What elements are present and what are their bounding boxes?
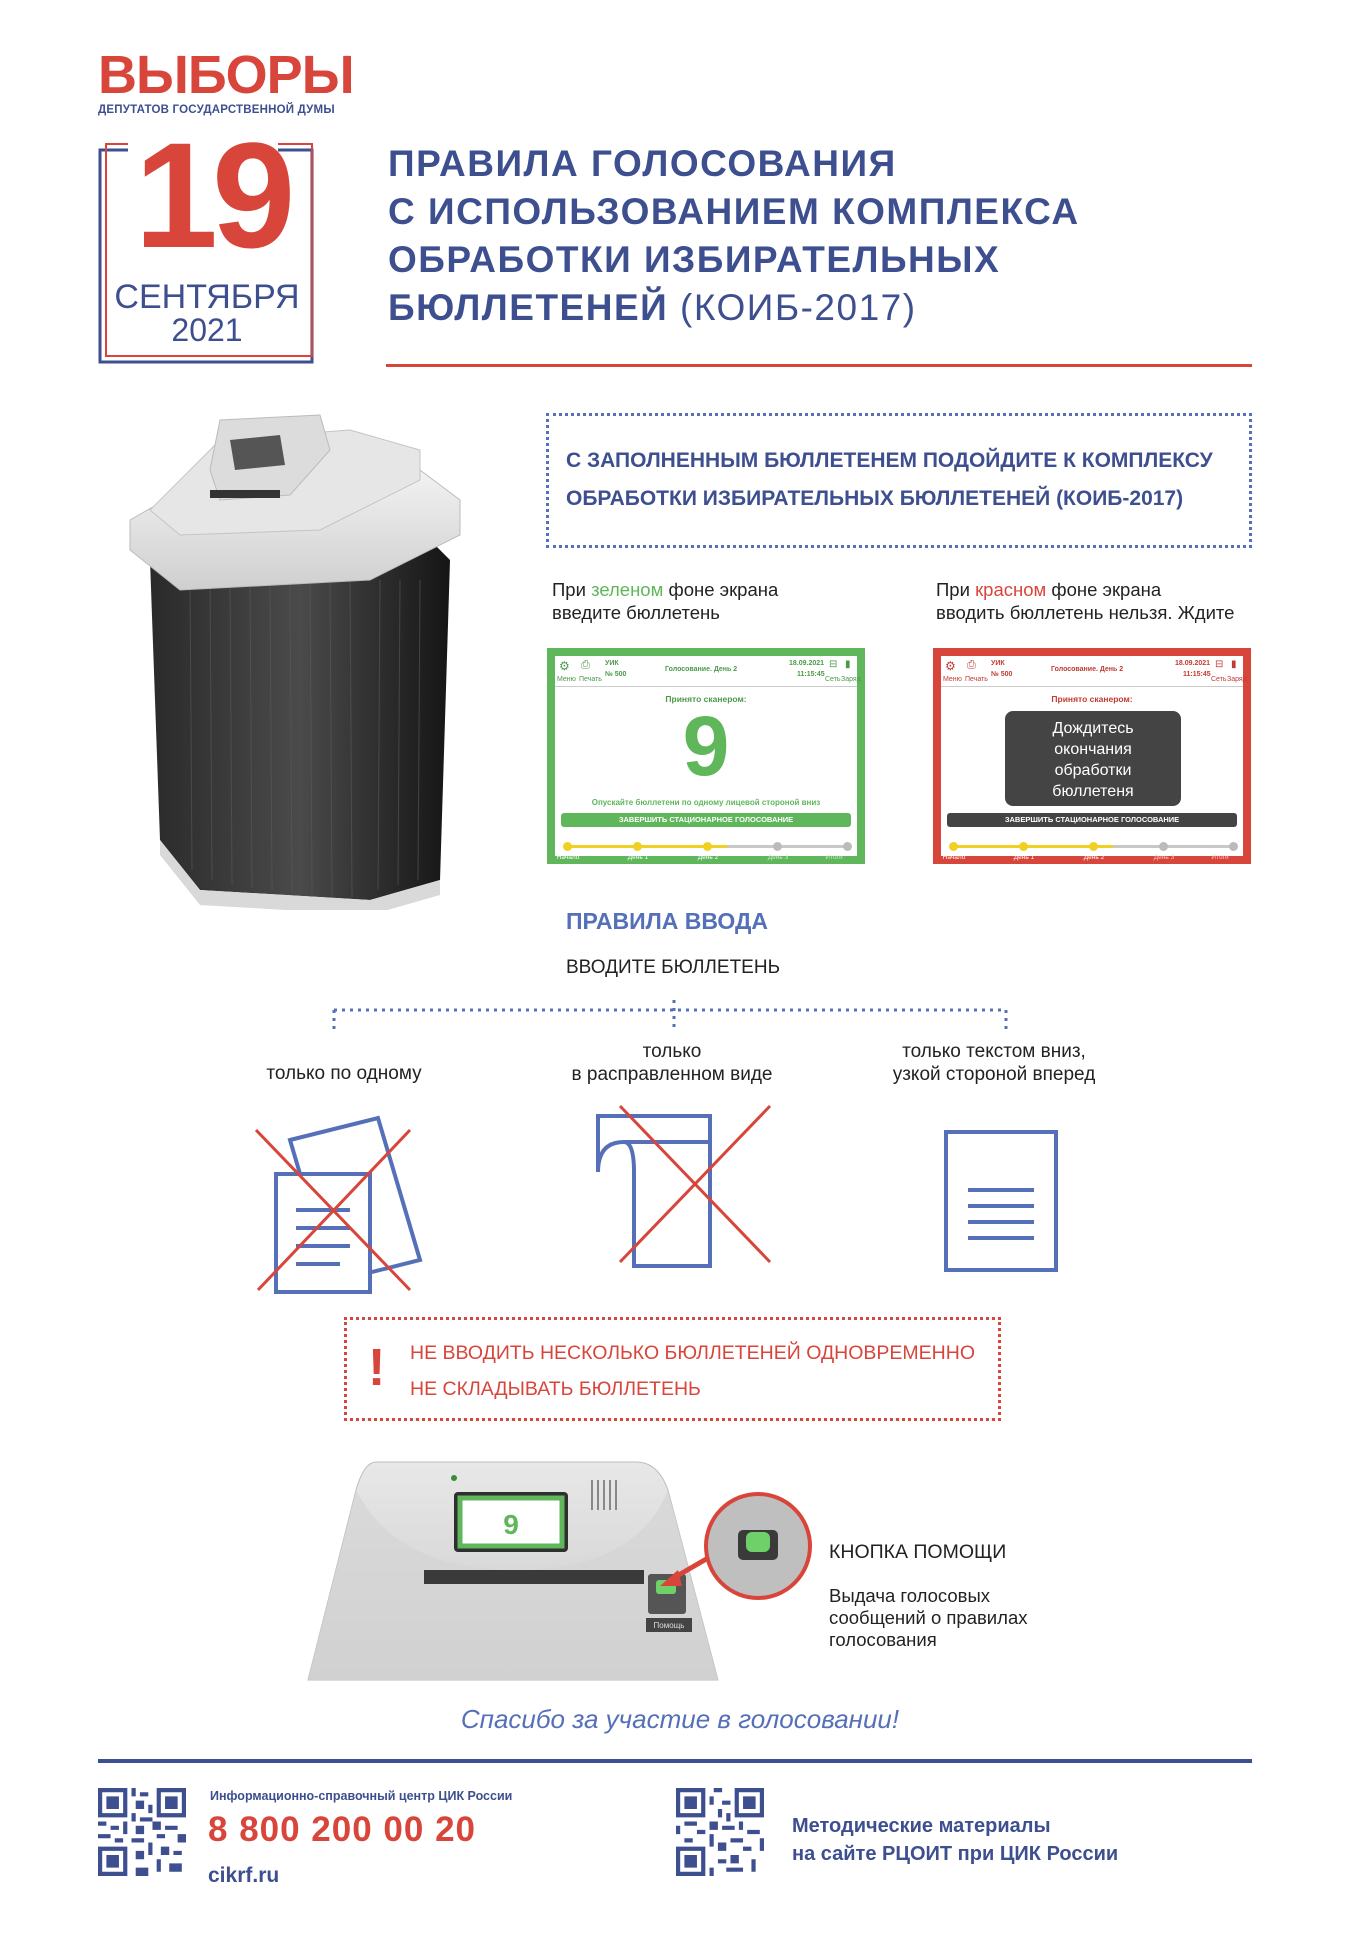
- step-label: День 1: [627, 854, 649, 861]
- warning-line: НЕ ВВОДИТЬ НЕСКОЛЬКО БЮЛЛЕТЕНЕЙ ОДНОВРЕМЕННО: [410, 1342, 975, 1364]
- step-dot: [1159, 842, 1168, 851]
- caption-green-word: зеленом: [591, 579, 664, 600]
- title-line: С ИСПОЛЬЗОВАНИЕМ КОМПЛЕКСА: [388, 191, 1080, 232]
- help-button-title: КНОПКА ПОМОЩИ: [829, 1541, 1007, 1563]
- mode-label: Голосование. День 2: [1051, 666, 1124, 673]
- charge-label: Заряд: [841, 676, 861, 683]
- date-day: 19: [134, 111, 290, 279]
- caption-text: введите бюллетень: [552, 602, 720, 623]
- wait-line: обработки: [1054, 762, 1132, 779]
- progress-track: [547, 834, 865, 864]
- date-month: СЕНТЯБРЯ: [114, 278, 300, 316]
- step-label: День 3: [1153, 854, 1175, 861]
- title-divider: [386, 364, 1252, 367]
- ballot-count: 9: [682, 699, 730, 793]
- correct-ballot-icon: [944, 1130, 1064, 1274]
- step-label: День 2: [1083, 854, 1105, 861]
- rule-line: в расправленном виде: [571, 1064, 773, 1085]
- accepted-label: Принято сканером:: [665, 694, 747, 704]
- rule-text-down: [844, 1040, 1144, 1086]
- green-screen-example: [547, 648, 865, 864]
- rule-unfolded: [522, 1040, 822, 1086]
- title-line: ОБРАБОТКИ ИЗБИРАТЕЛЬНЫХ: [388, 239, 1001, 280]
- battery-icon: ▮: [1231, 659, 1237, 670]
- instruction-text: [566, 442, 1246, 518]
- step-label: День 3: [767, 854, 789, 861]
- battery-icon: ▮: [845, 659, 851, 670]
- step-dot: [949, 842, 958, 851]
- caption-text: вводить бюллетень нельзя. Ждите: [936, 602, 1235, 623]
- title-suffix: (КОИБ-2017): [680, 287, 917, 328]
- rule-line: только текстом вниз,: [902, 1041, 1086, 1062]
- footer-info-center: Информационно-справочный центр ЦИК России: [210, 1789, 513, 1803]
- methodology-line: на сайте РЦОИТ при ЦИК России: [792, 1843, 1119, 1865]
- rules-connector: [330, 1000, 1020, 1040]
- koib-device-image: [120, 410, 470, 910]
- print-label: Печать: [965, 676, 988, 683]
- title-line: ПРАВИЛА ГОЛОСОВАНИЯ: [388, 143, 897, 184]
- rules-title: ПРАВИЛА ВВОДА: [566, 908, 768, 934]
- footer-divider: [98, 1759, 1252, 1763]
- help-button-zoom: [656, 1488, 812, 1608]
- footer-methodology-link[interactable]: [792, 1812, 1118, 1868]
- green-screen-caption: [552, 578, 778, 624]
- charge-label: Заряд: [1227, 676, 1247, 683]
- panel-screen-digit: 9: [503, 1509, 519, 1540]
- accepted-label: Принято сканером:: [1051, 694, 1133, 704]
- step-dot: [633, 842, 642, 851]
- uik-number: № 500: [605, 671, 627, 678]
- uik-label: УИК: [605, 660, 619, 667]
- caption-text: фоне экрана: [1046, 579, 1162, 600]
- rule-line: узкой стороной вперед: [892, 1064, 1096, 1085]
- step-dot: [773, 842, 782, 851]
- finish-voting-button[interactable]: ЗАВЕРШИТЬ СТАЦИОНАРНОЕ ГОЛОСОВАНИЕ: [561, 813, 851, 827]
- caption-red-word: красном: [975, 579, 1047, 600]
- instruction-line: С ЗАПОЛНЕННЫМ БЮЛЛЕТЕНЕМ ПОДОЙДИТЕ К КОМПЛЕКСУ: [566, 449, 1213, 472]
- red-screen-example: [933, 648, 1251, 864]
- menu-label: Меню: [943, 676, 962, 683]
- rules-subtitle: ВВОДИТЕ БЮЛЛЕТЕНЬ: [566, 957, 781, 978]
- print-label: Печать: [579, 676, 602, 683]
- red-screen-caption: [936, 578, 1234, 624]
- progress-track: [933, 834, 1251, 864]
- wait-line: бюллетеня: [1052, 783, 1134, 800]
- mode-label: Голосование. День 2: [665, 666, 738, 673]
- caption-text: При: [936, 579, 976, 600]
- wait-message: [1005, 711, 1181, 806]
- help-line: Выдача голосовых: [829, 1585, 991, 1606]
- menu-label: Меню: [557, 676, 576, 683]
- rule-line: только: [642, 1041, 702, 1062]
- step-label: День 2: [697, 854, 719, 861]
- wait-line: Дождитесь: [1052, 720, 1134, 737]
- thanks-message: Спасибо за участие в голосовании!: [460, 1704, 900, 1734]
- warning-line: НЕ СКЛАДЫВАТЬ БЮЛЛЕТЕНЬ: [410, 1378, 701, 1400]
- uik-label: УИК: [991, 660, 1005, 667]
- footer-site-link[interactable]: cikrf.ru: [208, 1864, 280, 1887]
- gear-icon: ⚙: [945, 659, 956, 673]
- help-line: голосования: [829, 1629, 937, 1650]
- net-label: Сеть: [825, 676, 841, 683]
- step-dot: [843, 842, 852, 851]
- multiple-ballots-forbidden-icon: [250, 1110, 430, 1300]
- wait-line: окончания: [1054, 741, 1132, 758]
- uik-number: № 500: [991, 671, 1013, 678]
- time-label: 11:15:45: [1183, 671, 1211, 678]
- date-year: 2021: [171, 312, 243, 348]
- caption-text: фоне экрана: [663, 579, 779, 600]
- logo-title: ВЫБОРЫ: [98, 45, 354, 105]
- title-line-4: БЮЛЛЕТЕНЕЙ: [388, 287, 669, 328]
- gear-icon: ⚙: [559, 659, 570, 673]
- printer-icon: ⎙: [967, 659, 976, 671]
- net-label: Сеть: [1211, 676, 1227, 683]
- hint-text: Опускайте бюллетени по одному лицевой стороной вниз: [591, 798, 821, 807]
- title-line: [388, 284, 1288, 332]
- panel-button-label: Помощь: [653, 1621, 685, 1630]
- instruction-line: ОБРАБОТКИ ИЗБИРАТЕЛЬНЫХ БЮЛЛЕТЕНЕЙ (КОИБ-2017): [566, 487, 1184, 510]
- help-line: сообщений о правилах: [829, 1607, 1028, 1628]
- caption-text: При: [552, 579, 592, 600]
- qr-code-icon: [98, 1788, 186, 1876]
- step-label: День 1: [1013, 854, 1035, 861]
- help-button-description: [829, 1585, 1027, 1651]
- logo-subtitle: ДЕПУТАТОВ ГОСУДАРСТВЕННОЙ ДУМЫ: [98, 104, 335, 116]
- footer-phone[interactable]: 8 800 200 00 20: [208, 1810, 477, 1849]
- page-title: [388, 140, 1288, 332]
- date-label: 18.09.2021: [1175, 660, 1211, 667]
- step-dot: [1229, 842, 1238, 851]
- methodology-line: Методические материалы: [792, 1815, 1051, 1837]
- step-label: Итоги: [1211, 854, 1229, 861]
- network-icon: ⊟: [1215, 659, 1224, 670]
- network-icon: ⊟: [829, 659, 838, 670]
- time-label: 11:15:45: [797, 671, 825, 678]
- date-label: 18.09.2021: [789, 660, 825, 667]
- folded-ballot-forbidden-icon: [594, 1102, 774, 1272]
- rule-one-at-a-time: только по одному: [266, 1063, 422, 1084]
- step-dot: [563, 842, 572, 851]
- step-label: Начало: [556, 854, 580, 861]
- warning-text: [410, 1335, 975, 1407]
- step-dot: [1089, 842, 1098, 851]
- step-label: Начало: [942, 854, 966, 861]
- qr-code-icon: [676, 1788, 764, 1876]
- step-dot: [1019, 842, 1028, 851]
- printer-icon: ⎙: [581, 659, 590, 671]
- warning-icon: !: [368, 1339, 386, 1397]
- step-label: Итоги: [825, 854, 843, 861]
- step-dot: [703, 842, 712, 851]
- finish-voting-button[interactable]: ЗАВЕРШИТЬ СТАЦИОНАРНОЕ ГОЛОСОВАНИЕ: [947, 813, 1237, 827]
